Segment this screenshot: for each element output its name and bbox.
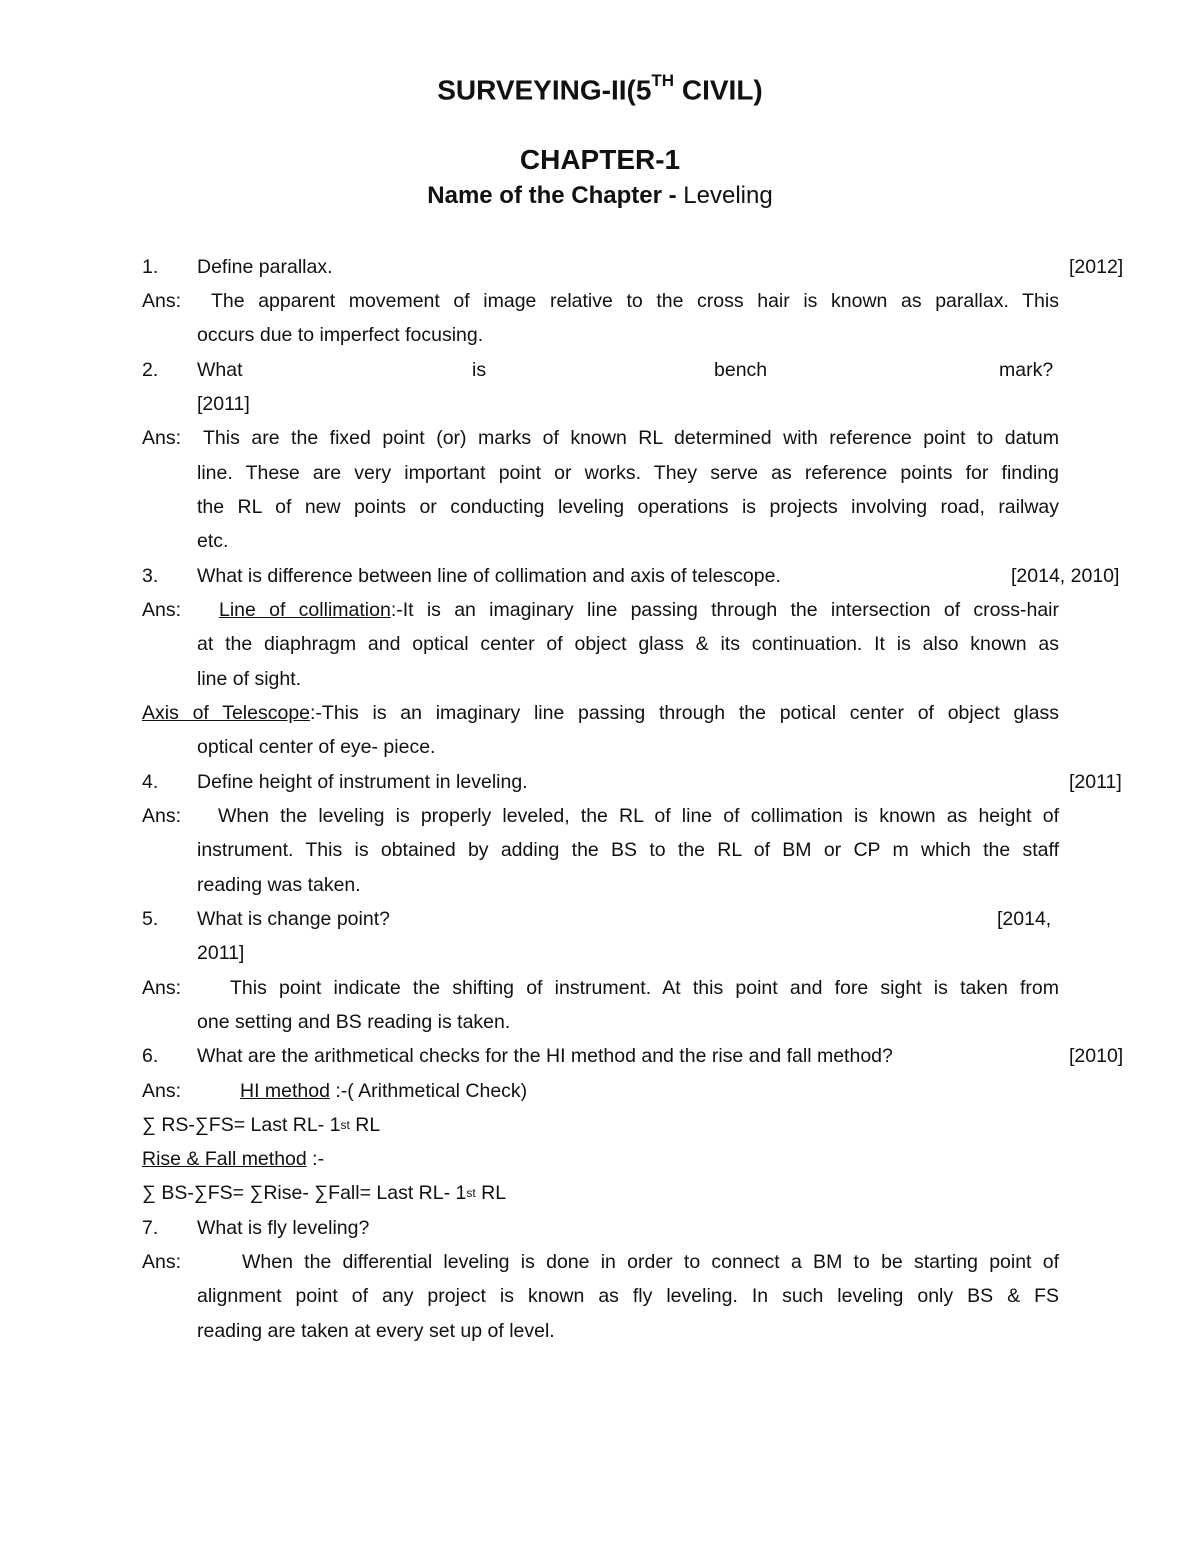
answer-text: reading was taken.: [197, 874, 361, 896]
question-text: What are the arithmetical checks for the HI method and the rise and fall method?: [197, 1045, 893, 1067]
answer-text: When the differential leveling is done in order to connect a BM to be starting point of: [242, 1251, 1059, 1273]
question-text: Define height of instrument in leveling.: [197, 771, 528, 793]
rise-fall-formula: ∑ BS-∑FS= ∑Rise- ∑Fall= Last RL- 1st RL: [142, 1182, 507, 1204]
answer-text: line. These are very important point or works. They serve as reference points for finding: [197, 462, 1059, 484]
answer-text: The apparent movement of image relative to the cross hair is known as parallax. This: [211, 290, 1059, 312]
answer-text: This are the fixed point (or) marks of known RL determined with reference point to datum: [203, 427, 1059, 449]
rise-fall-heading: Rise & Fall method :-: [142, 1148, 325, 1170]
term-axis-of-telescope: Axis of Telescope: [142, 702, 311, 724]
question-4-years: [2011]: [1069, 771, 1122, 793]
question-5-years: [2014,: [997, 908, 1052, 930]
answer-label: Ans:: [142, 290, 182, 312]
answer-text: alignment point of any project is known as fly leveling. In such leveling only BS & FS: [197, 1285, 1059, 1307]
question-1-years: [2012]: [1069, 256, 1124, 278]
question-2-years: [2011]: [197, 393, 250, 415]
answer-text: line of sight.: [197, 668, 302, 690]
question-number: 5.: [142, 908, 159, 930]
answer-text: at the diaphragm and optical center of object glass & its continuation. It is also known as: [197, 633, 1059, 655]
chapter-heading: CHAPTER-1: [519, 144, 681, 175]
answer-text: instrument. This is obtained by adding the BS to the RL of BM or CP m which the staff: [197, 839, 1059, 861]
answer-text: This point indicate the shifting of instrument. At this point and fore sight is taken from: [230, 977, 1059, 999]
question-number: 6.: [142, 1045, 159, 1067]
term-line-of-collimation: Line of collimation: [219, 599, 391, 621]
answer-label: Ans:: [142, 1251, 182, 1273]
answer-text: one setting and BS reading is taken.: [197, 1011, 511, 1033]
question-number: 2.: [142, 359, 159, 381]
answer-text: When the leveling is properly leveled, the RL of line of collimation is known as height of: [218, 805, 1059, 827]
answer-text: Axis of Telescope:-This is an imaginary line passing through the potical center of object glass: [142, 702, 1059, 724]
answer-label: Ans:: [142, 977, 182, 999]
term-rise-fall-method: Rise & Fall method: [142, 1148, 307, 1170]
answer-label: Ans:: [142, 599, 182, 621]
question-text: Define parallax.: [197, 256, 333, 278]
answer-label: Ans:: [142, 805, 182, 827]
hi-method-formula: ∑ RS-∑FS= Last RL- 1st RL: [142, 1114, 381, 1136]
term-hi-method: HI method: [240, 1080, 330, 1102]
question-3-years: [2014, 2010]: [1011, 565, 1120, 587]
answer-text: reading are taken at every set up of level.: [197, 1320, 555, 1342]
question-text: What is difference between line of collimation and axis of telescope.: [197, 565, 781, 587]
question-number: 4.: [142, 771, 159, 793]
question-6-years: [2010]: [1069, 1045, 1124, 1067]
answer-label: Ans:: [142, 1080, 182, 1102]
question-number: 1.: [142, 256, 159, 278]
answer-text: etc.: [197, 530, 229, 552]
answer-text: the RL of new points or conducting leveling operations is projects involving road, railway: [197, 496, 1059, 518]
question-text: What is change point?: [197, 908, 390, 930]
answer-text: HI method :-( Arithmetical Check): [240, 1080, 528, 1102]
answer-text: optical center of eye- piece.: [197, 736, 436, 758]
question-number: 7.: [142, 1217, 159, 1239]
question-number: 3.: [142, 565, 159, 587]
question-text: What is fly leveling?: [197, 1217, 370, 1239]
document-page: SURVEYING-II(5TH CIVIL) CHAPTER-1 Name of the Chapter - Leveling 1. Define parallax. [2012] Ans: The apparent movement of image relative to the cross hair is known as parallax. This occurs due to imperfect focusing. 2. What is bench mark? [2011] Ans: This are the fixed point (or) marks of known RL determined with reference point to datum line. These are very important point or works. They serve as reference points for finding the RL of new points or conducting leveling operations is projects involving road, railway etc. 3. What is difference between line of collimation and axis of telescope. [2014, 2010] Ans: Line of collimation:-It is an imaginary line passing through the intersection of cross-hair at the diaphragm and optical center of object glass & its continuation. It is also known as line of sight. Axis of Telescope:-This is an imaginary line passing through the potical center of object glass optical center of eye- piece. 4. Define height of instrument in leveling. [2011] Ans: When the leveling is properly leveled, the RL of line of collimation is known as height of instrument. This is obtained by adding the BS to the RL of BM or CP m which the staff reading was taken. 5. What is change point? [2014, 2011] Ans: This point indicate the shifting of instrument. At this point and fore sight is taken from one setting and BS reading is taken. 6. What are the arithmetical checks for the HI method and the rise and fall method? [2010] Ans: HI method :-( Arithmetical Check) ∑ RS-∑FS= Last RL- 1st RL Rise & Fall method :- ∑ BS-∑FS= ∑Rise- ∑Fall= Last RL- 1st RL 7. What is fly leveling? Ans: When the differential leveling is done in order to connect a BM to be starting point of alignment point of any project is known as fly leveling. In such leveling only BS & FS reading are taken at every set up of level.: [0, 0, 1200, 1553]
answer-text: occurs due to imperfect focusing.: [197, 324, 484, 346]
answer-label: Ans:: [142, 427, 182, 449]
course-title: SURVEYING-II(5TH CIVIL): [437, 71, 763, 106]
chapter-name: Name of the Chapter - Leveling: [427, 182, 773, 209]
answer-text: Line of collimation:-It is an imaginary line passing through the intersection of cross-hair: [219, 599, 1059, 621]
question-5-years-cont: 2011]: [197, 942, 245, 964]
